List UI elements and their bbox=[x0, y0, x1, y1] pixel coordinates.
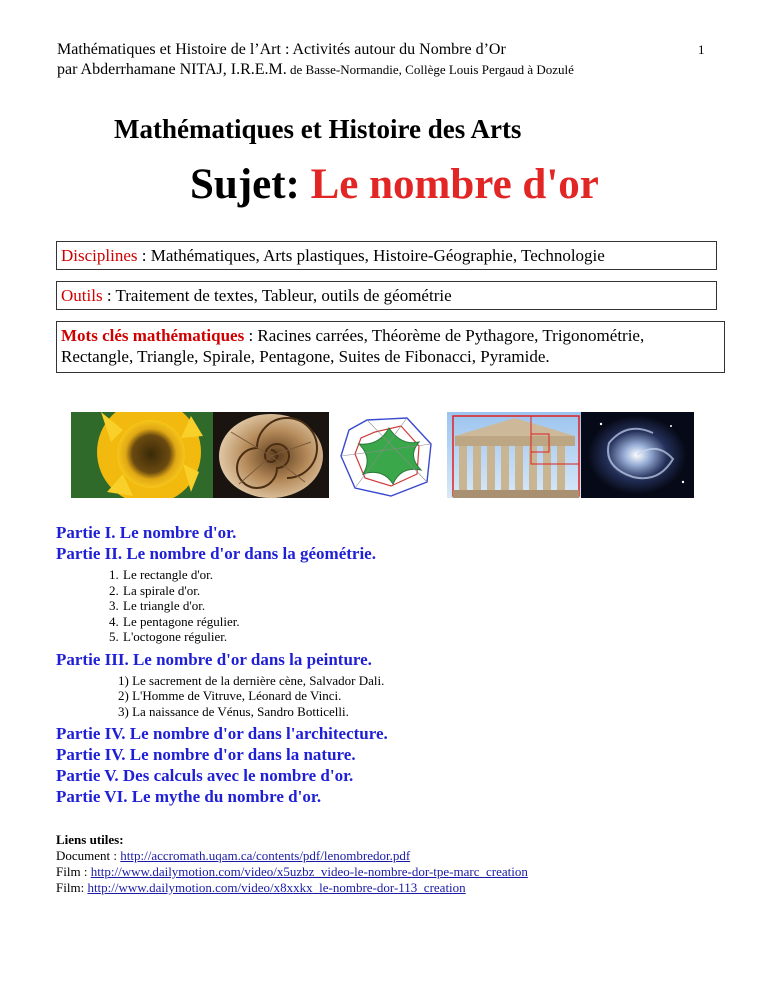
tools-label: Outils bbox=[61, 286, 103, 305]
list-text: Le rectangle d'or. bbox=[123, 567, 214, 582]
table-of-contents bbox=[56, 522, 736, 807]
list-item bbox=[56, 629, 736, 645]
part-2-list bbox=[56, 567, 736, 645]
document-link[interactable]: http://accromath.uqam.ca/contents/pdf/lenombredor.pdf bbox=[120, 848, 411, 863]
list-item: 3) La naissance de Vénus, Sandro Botticelli. bbox=[118, 703, 349, 719]
useful-links bbox=[56, 832, 528, 896]
header-line-2 bbox=[57, 60, 717, 80]
keywords-box bbox=[56, 321, 725, 373]
keywords-label: Mots clés mathématiques bbox=[61, 326, 245, 345]
illustration-strip bbox=[71, 412, 694, 498]
octagon-construction-image bbox=[329, 412, 447, 498]
list-item bbox=[56, 614, 736, 630]
disciplines-label: Disciplines bbox=[61, 246, 138, 265]
keywords-text: : Racines carrées, Théorème de Pythagore, Trigonométrie, Rectangle, Triangle, Spirale, Pentagone, Suites de Fibonacci, Pyramide. bbox=[61, 326, 645, 366]
list-item bbox=[56, 583, 736, 599]
part-4b-heading: Partie IV. Le nombre d'or dans la nature. bbox=[56, 745, 356, 764]
list-number: 3. bbox=[109, 598, 119, 613]
sunflower-image bbox=[71, 412, 213, 498]
film-1-link[interactable]: http://www.dailymotion.com/video/x5uzbz_video-le-nombre-dor-tpe-marc_creation bbox=[90, 864, 528, 879]
page-header bbox=[57, 40, 717, 80]
list-item bbox=[56, 598, 736, 614]
header-line-1: Mathématiques et Histoire de l’Art : Activités autour du Nombre d’Or bbox=[57, 41, 506, 58]
subject-text: Le nombre d'or bbox=[310, 161, 599, 208]
film-1-link-row bbox=[56, 864, 528, 880]
list-number: 5. bbox=[109, 629, 119, 644]
links-heading: Liens utiles: bbox=[56, 832, 124, 847]
list-item: 2) L'Homme de Vitruve, Léonard de Vinci. bbox=[118, 688, 342, 703]
document-subject bbox=[190, 160, 599, 209]
header-institution: de Basse-Normandie, Collège Louis Pergaud à Dozulé bbox=[286, 62, 574, 77]
list-number: 4. bbox=[109, 613, 119, 629]
film-2-link-row bbox=[56, 880, 528, 896]
nautilus-image bbox=[213, 412, 329, 498]
film-2-link-label: Film: bbox=[56, 880, 88, 895]
part-3-list bbox=[56, 673, 736, 720]
part-3-heading: Partie III. Le nombre d'or dans la peinture. bbox=[56, 649, 372, 669]
film-1-link-label: Film : bbox=[56, 864, 91, 879]
list-number: 2. bbox=[109, 582, 119, 598]
document-link-row bbox=[56, 848, 528, 864]
part-6-heading: Partie VI. Le mythe du nombre d'or. bbox=[56, 787, 322, 806]
part-1-heading: Partie I. Le nombre d'or. bbox=[56, 523, 237, 542]
part-5-heading: Partie V. Des calculs avec le nombre d'or. bbox=[56, 766, 354, 785]
subject-prefix: Sujet: bbox=[190, 161, 311, 208]
parthenon-image bbox=[447, 412, 581, 498]
list-text: Le pentagone régulier. bbox=[123, 613, 240, 629]
disciplines-text: : Mathématiques, Arts plastiques, Histoire-Géographie, Technologie bbox=[137, 246, 605, 265]
page-number: 1 bbox=[698, 42, 705, 57]
list-text: La spirale d'or. bbox=[123, 582, 201, 598]
list-item bbox=[56, 567, 736, 583]
tools-box bbox=[56, 281, 717, 310]
part-2-heading: Partie II. Le nombre d'or dans la géométrie. bbox=[56, 544, 376, 563]
tools-text: : Traitement de textes, Tableur, outils de géométrie bbox=[102, 286, 452, 305]
list-number: 1. bbox=[109, 567, 119, 582]
document-link-label: Document : bbox=[56, 848, 121, 863]
galaxy-image bbox=[581, 412, 694, 498]
document-title: Mathématiques et Histoire des Arts bbox=[114, 114, 522, 144]
list-text: L'octogone régulier. bbox=[123, 629, 228, 644]
film-2-link[interactable]: http://www.dailymotion.com/video/x8xxkx_le-nombre-dor-113_creation bbox=[87, 880, 466, 895]
disciplines-box bbox=[56, 241, 717, 270]
part-4a-heading: Partie IV. Le nombre d'or dans l'architecture. bbox=[56, 724, 388, 743]
header-author: par Abderrhamane NITAJ, I.R.E.M. bbox=[57, 61, 287, 78]
list-text: Le triangle d'or. bbox=[123, 598, 206, 613]
list-item: 1) Le sacrement de la dernière cène, Salvador Dali. bbox=[118, 672, 385, 688]
